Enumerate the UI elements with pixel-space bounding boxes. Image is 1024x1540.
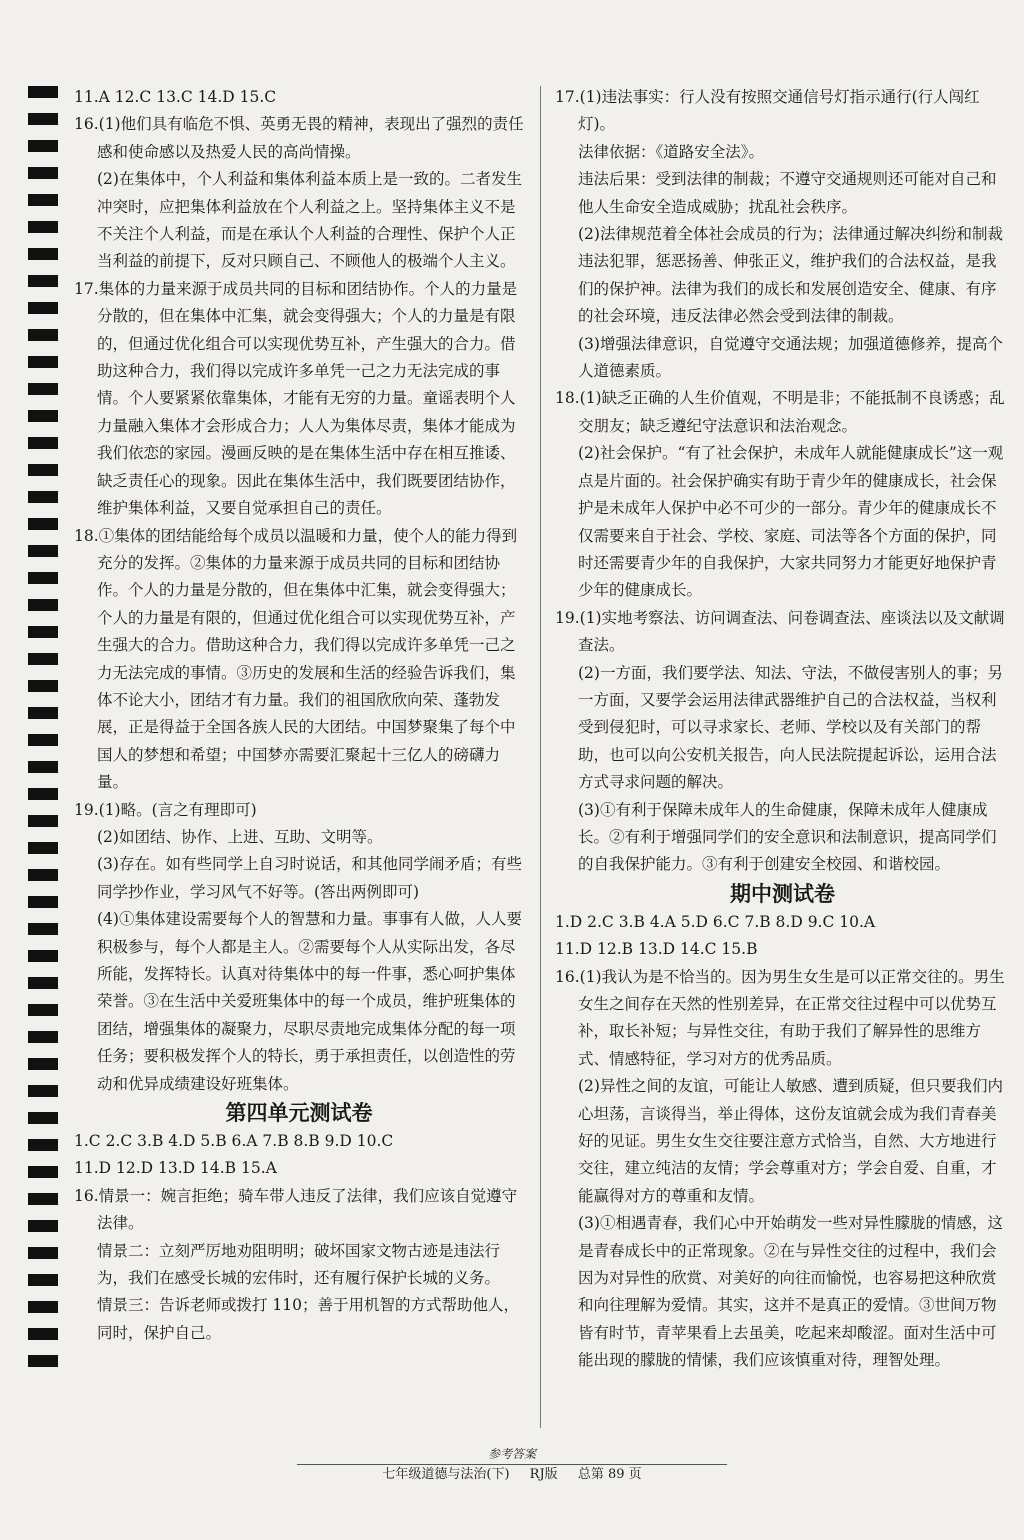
footer-page: 总第 89 页 <box>577 1467 642 1482</box>
answer-paragraph: 11.D 12.B 13.D 14.C 15.B <box>555 940 758 959</box>
answer-paragraph: (2)在集体中，个人利益和集体利益本质上是一致的。二者发生冲突时，应把集体利益放在个人利益之上。坚持集体主义不是不关注个人利益，而是在承认个人利益的合理性、保护个人正当利益的前提下，反对只顾自己、不顾他人的极端个人主义。 <box>97 170 522 271</box>
answer-paragraph: 11.D 12.D 13.D 14.B 15.A <box>74 1159 277 1178</box>
answer-paragraph: (2)社会保护。“有了社会保护，未成年人就能健康成长”这一观点是片面的。社会保护确实有助于青少年的健康成长，社会保护是未成年人保护中必不可少的一部分。青少年的健康成长不仅需要来自于社会、学校、家庭、司法等各个方面的保护，同时还需要青少年的自我保护，大家共同努力才能更好地保护青少年的健康成长。 <box>578 444 1004 600</box>
footer-reference: 参考答案 <box>487 1447 536 1461</box>
answer-paragraph: (4)①集体建设需要每个人的智慧和力量。事事有人做，人人要积极参与，每个人都是主人。②需要每个人从实际出发，各尽所能，发挥特长。认真对待集体中的每一件事，悉心呵护集体荣誉。③在生活中关爱班集体中的每一个成员，维护班集体的团结，增强集体的凝聚力，尽职尽责地完成集体分配的每一项任务；要积极发挥个人的特长，勇于承担责任，以创造性的劳动和优异成绩建设好班集体。 <box>97 910 522 1093</box>
answer-paragraph: (2)如团结、协作、上进、互助、文明等。 <box>97 827 383 846</box>
answer-paragraph: 1.C 2.C 3.B 4.D 5.B 6.A 7.B 8.B 9.D 10.C <box>74 1132 394 1151</box>
answer-paragraph: (3)存在。如有些同学上自习时说话，和其他同学闹矛盾；有些同学抄作业，学习风气不好等。(答出两例即可) <box>97 855 522 901</box>
answer-paragraph: 16.(1)我认为是不恰当的。因为男生女生是可以正常交往的。男生女生之间存在天然的性别差异，在正常交往过程中可以优势互补，取长补短；与异性交往，有助于我们了解异性的思维方式、情感特征，学习对方的优秀品质。 <box>555 967 1005 1068</box>
answer-paragraph: (2)法律规范着全体社会成员的行为；法律通过解决纠纷和制裁违法犯罪，惩恶扬善、伸张正义，维护我们的合法权益，是我们的保护神。法律为我们的成长和发展创造安全、健康、有序的社会环境，违反法律必然会受到法律的制裁。 <box>578 225 1003 326</box>
answer-paragraph: 法律依据：《道路安全法》。 <box>578 142 765 161</box>
answer-paragraph: 情景三：告诉老师或拨打 110；善于用机智的方式帮助他人，同时，保护自己。 <box>97 1296 520 1342</box>
answer-paragraph: 违法后果：受到法律的制裁；不遵守交通规则还可能对自己和他人生命安全造成威胁；扰乱社会秩序。 <box>578 170 997 216</box>
answer-paragraph: 17.(1)违法事实：行人没有按照交通信号灯指示通行(行人闯红灯)。 <box>555 88 980 134</box>
answer-paragraph: (3)增强法律意识，自觉遵守交通法规；加强道德修养，提高个人道德素质。 <box>578 334 1003 381</box>
column-divider <box>540 86 541 1428</box>
answer-paragraph: 16.(1)他们具有临危不惧、英勇无畏的精神，表现出了强烈的责任感和使命感以及热爱人民的高尚情操。 <box>74 115 524 161</box>
answer-paragraph: (3)①有利于保障未成年人的生命健康，保障未成年人健康成长。②有利于增强同学们的安全意识和法制意识，提高同学们的自我保护能力。③有利于创建安全校园、和谐校园。 <box>578 800 997 874</box>
section-title: 期中测试卷 <box>730 881 835 906</box>
footer-edition: RJ版 <box>529 1467 558 1482</box>
answer-paragraph: (2)一方面，我们要学法、知法、守法，不做侵害别人的事；另一方面，又要学会运用法律武器维护自己的合法权益，当权利受到侵犯时，可以寻求家长、老师、学校以及有关部门的帮助，也可以向公安机关报告，向人民法院提起诉讼，运用合法方式寻求问题的解决。 <box>578 663 1003 792</box>
answer-paragraph: 情景二：立刻严厉地劝阻明明；破坏国家文物古迹是违法行为，我们在感受长城的宏伟时，还有履行保护长城的义务。 <box>97 1241 501 1288</box>
answer-paragraph: (2)异性之间的友谊，可能让人敏感、遭到质疑，但只要我们内心坦荡，言谈得当，举止得体，这份友谊就会成为我们青春美好的见证。男生女生交往要注意方式恰当，自然、大方地进行交往，建立纯洁的友情；学会尊重对方；学会自爱、自重，才能赢得对方的尊重和友情。 <box>578 1077 1003 1205</box>
page-footer <box>0 1446 1024 1483</box>
answer-paragraph: 17.集体的力量来源于成员共同的目标和团结协作。个人的力量是分散的，但在集体中汇集，就会变得强大；个人的力量是有限的，但通过优化组合可以实现优势互补，产生强大的合力。借助这种合力，我们得以完成许多单凭一己之力无法完成的事情。个人要紧紧依靠集体，才能有无穷的力量。童谣表明个人力量融入集体才会形成合力；人人为集体尽责，集体才能成为我们依恋的家园。漫画反映的是在集体生活中存在相互推诿、缺乏责任心的现象。因此在集体生活中，我们既要团结协作，维护集体利益，又要自觉承担自己的责任。 <box>74 279 518 518</box>
left-column <box>74 84 524 1347</box>
answer-paragraph: 18.①集体的团结能给每个成员以温暖和力量，使个人的能力得到充分的发挥。②集体的力量来源于成员共同的目标和团结协作。个人的力量是分散的，但在集体中汇集，就会变得强大；个人的力量是有限的，但通过优化组合可以实现优势互补，产生强大的合力。借助这种合力，我们得以完成许多单凭一己之力无法完成的事情。③历史的发展和生活的经验告诉我们，集体不论大小，团结才有力量。我们的祖国欣欣向荣、蓬勃发展，正是得益于全国各族人民的大团结。中国梦聚集了每个中国人的梦想和希望；中国梦亦需要汇聚起十三亿人的磅礴力量。 <box>74 526 518 792</box>
answer-paragraph: 19.(1)略。(言之有理即可) <box>74 800 257 819</box>
answer-paragraph: 16.情景一：婉言拒绝；骑车带人违反了法律，我们应该自觉遵守法律。 <box>74 1186 518 1233</box>
answer-paragraph: 1.D 2.C 3.B 4.A 5.D 6.C 7.B 8.D 9.C 10.A <box>555 912 876 931</box>
footer-subject: 七年级道德与法治(下) <box>382 1467 510 1482</box>
binding-marks <box>28 86 58 1382</box>
answer-paragraph: 11.A 12.C 13.C 14.D 15.C <box>74 88 277 106</box>
section-title: 第四单元测试卷 <box>225 1101 373 1126</box>
answer-paragraph: (3)①相遇青春，我们心中开始萌发一些对异性朦胧的情感，这是青春成长中的正常现象。②在与异性交往的过程中，我们会因为对异性的欣赏、对美好的向往而愉悦，也容易把这种欣赏和向往理解为爱情。其实，这并不是真正的爱情。③世间万物皆有时节，青苹果看上去虽美，吃起来却酸涩。面对生活中可能出现的朦胧的情愫，我们应该慎重对待，理智处理。 <box>578 1214 1003 1370</box>
answer-paragraph: 19.(1)实地考察法、访问调查法、问卷调查法、座谈法以及文献调查法。 <box>555 608 1005 655</box>
answer-paragraph: 18.(1)缺乏正确的人生价值观，不明是非；不能抵制不良诱惑；乱交朋友；缺乏遵纪守法意识和法治观念。 <box>555 389 1005 435</box>
right-column <box>555 84 1010 1375</box>
